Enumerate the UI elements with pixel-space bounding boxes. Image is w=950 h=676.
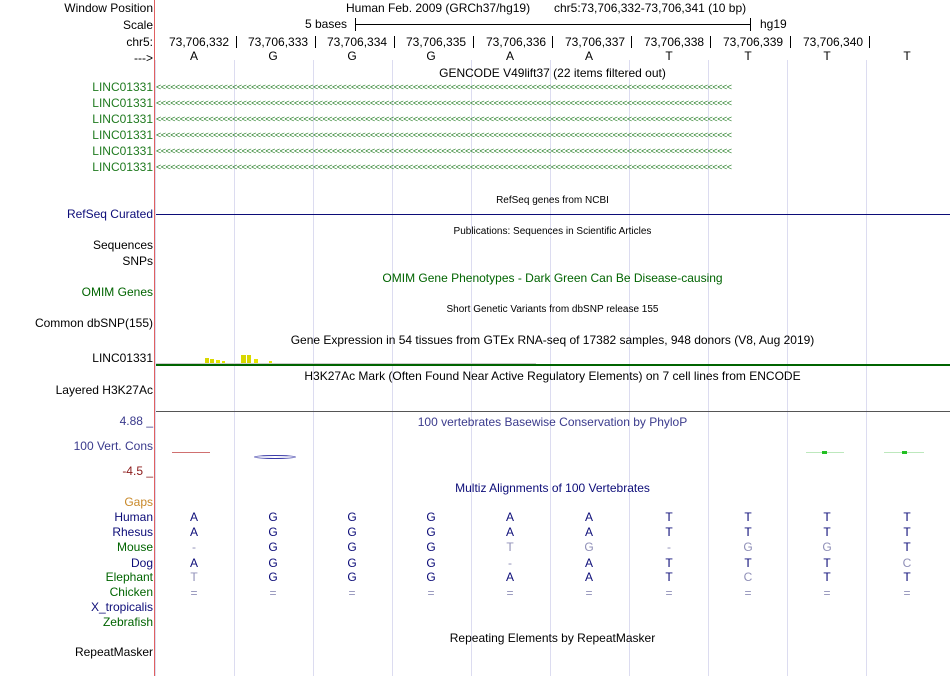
alignment-base: G [584, 540, 594, 554]
reference-base: T [744, 49, 752, 63]
alignment-base: T [903, 510, 911, 524]
reference-base: A [584, 49, 593, 63]
alignment-base: - [508, 556, 512, 570]
species-label[interactable]: Mouse [116, 540, 153, 554]
omim-track-title[interactable]: OMIM Gene Phenotypes - Dark Green Can Be Disease-causing [382, 271, 723, 285]
alignment-base: G [426, 525, 436, 539]
repeatmasker-track-label[interactable]: RepeatMasker [74, 645, 153, 659]
coord-tick-label: 73,706,339 [723, 35, 784, 49]
gencode-item-label[interactable]: LINC01331 [92, 112, 153, 126]
alignment-base: G [426, 556, 436, 570]
phylop-ymin-label: -4.5 _ [122, 464, 153, 478]
scale-text: 5 bases [305, 17, 348, 31]
gencode-item-label[interactable]: LINC01331 [92, 96, 153, 110]
gtex-gene-line[interactable] [156, 364, 950, 366]
coord-tick-label: 73,706,335 [406, 35, 467, 49]
alignment-base: G [347, 570, 357, 584]
gtex-track-title[interactable]: Gene Expression in 54 tissues from GTEx RNA-seq of 17382 samples, 948 donors (V8, Aug 2019) [290, 333, 815, 347]
reference-base: G [426, 49, 436, 63]
alignment-base: C [743, 570, 753, 584]
gaps-track-label[interactable]: Gaps [124, 495, 153, 509]
dbsnp-track-title[interactable]: Short Genetic Variants from dbSNP release 155 [446, 304, 659, 315]
reference-base: T [903, 49, 911, 63]
pubs-track-title[interactable]: Publications: Sequences in Scientific Articles [453, 226, 652, 237]
coord-tick-label: 73,706,336 [486, 35, 547, 49]
alignment-base: G [426, 570, 436, 584]
alignment-base: A [189, 525, 198, 539]
pubs-track-label[interactable]: Sequences [92, 238, 153, 252]
species-label[interactable]: Zebrafish [102, 615, 153, 629]
alignment-base: G [347, 510, 357, 524]
reference-base: T [665, 49, 673, 63]
h3k27ac-track-title[interactable]: H3K27Ac Mark (Often Found Near Active Regulatory Elements) on 7 cell lines from ENCODE [304, 369, 801, 383]
alignment-base: T [190, 570, 198, 584]
scale-label: Scale [122, 18, 153, 32]
phylop-track-label[interactable]: 100 Vert. Cons [73, 439, 153, 453]
alignment-base: A [505, 570, 514, 584]
gtex-track-label[interactable]: LINC01331 [92, 351, 153, 365]
gencode-item-label[interactable]: LINC01331 [92, 160, 153, 174]
species-label[interactable]: Human [114, 510, 153, 524]
alignment-base: G [743, 540, 753, 554]
alignment-base: T [823, 570, 831, 584]
transcript-feature[interactable]: <<<<<<<<<<<<<<<<<<<<<<<<<<<<<<<<<<<<<<<<<<<<<<<<<<<<<<<<<<<<<<<<<<<<<<<<<<<<<<<<<<<<<<<<<<<<<<<<<<<<<<<<<<<<<<<<<<<<<<<<< [156, 162, 732, 172]
alignment-base: = [348, 586, 356, 600]
alignment-base: T [744, 556, 752, 570]
alignment-base: T [744, 525, 752, 539]
window-position-label: Window Position [64, 1, 153, 15]
species-label[interactable]: Dog [130, 556, 153, 570]
refseq-track-label[interactable]: RefSeq Curated [66, 207, 153, 221]
alignment-base: T [665, 525, 673, 539]
alignment-base: T [823, 556, 831, 570]
alignment-base: T [665, 510, 673, 524]
alignment-base: G [347, 525, 357, 539]
transcript-feature[interactable]: <<<<<<<<<<<<<<<<<<<<<<<<<<<<<<<<<<<<<<<<<<<<<<<<<<<<<<<<<<<<<<<<<<<<<<<<<<<<<<<<<<<<<<<<<<<<<<<<<<<<<<<<<<<<<<<<<<<<<<<<< [156, 82, 732, 92]
scale-bar-right-tick [750, 18, 751, 31]
refseq-track-title[interactable]: RefSeq genes from NCBI [496, 195, 609, 206]
alignment-base: T [665, 570, 673, 584]
assembly-name: Human Feb. 2009 (GRCh37/hg19) [346, 1, 531, 15]
alignment-base: A [505, 525, 514, 539]
alignment-base: A [584, 570, 593, 584]
alignment-base: - [667, 540, 671, 554]
species-label[interactable]: Chicken [109, 585, 153, 599]
strand-label: ---> [134, 51, 153, 65]
reference-base: A [189, 49, 198, 63]
reference-base: G [347, 49, 357, 63]
repeatmasker-track-title[interactable]: Repeating Elements by RepeatMasker [449, 631, 656, 645]
h3k27ac-baseline [156, 411, 950, 412]
phylop-ymax-label: 4.88 _ [119, 414, 153, 428]
reference-base: G [268, 49, 278, 63]
multiz-track-title[interactable]: Multiz Alignments of 100 Vertebrates [455, 481, 650, 495]
alignment-base: G [347, 556, 357, 570]
alignment-base: A [189, 556, 198, 570]
alignment-base: A [584, 556, 593, 570]
phylop-track-title[interactable]: 100 vertebrates Basewise Conservation by PhyloP [417, 415, 688, 429]
alignment-base: = [744, 586, 752, 600]
alignment-base: = [190, 586, 198, 600]
alignment-base: G [268, 525, 278, 539]
reference-base: T [823, 49, 831, 63]
omim-track-label[interactable]: OMIM Genes [81, 285, 153, 299]
alignment-base: = [269, 586, 277, 600]
scale-db: hg19 [760, 17, 787, 31]
alignment-base: = [665, 586, 673, 600]
alignment-base: A [584, 525, 593, 539]
alignment-base: - [192, 540, 196, 554]
alignment-base: G [426, 540, 436, 554]
transcript-feature[interactable]: <<<<<<<<<<<<<<<<<<<<<<<<<<<<<<<<<<<<<<<<<<<<<<<<<<<<<<<<<<<<<<<<<<<<<<<<<<<<<<<<<<<<<<<<<<<<<<<<<<<<<<<<<<<<<<<<<<<<<<<<< [156, 114, 732, 124]
snps-track-label[interactable]: SNPs [122, 254, 153, 268]
coord-tick-label: 73,706,334 [327, 35, 388, 49]
alignment-base: G [822, 540, 832, 554]
gencode-item-label[interactable]: LINC01331 [92, 80, 153, 94]
alignment-base: = [823, 586, 831, 600]
reference-base: A [505, 49, 514, 63]
alignment-base: = [585, 586, 593, 600]
alignment-base: G [268, 510, 278, 524]
scale-bar-left-tick [355, 18, 356, 31]
alignment-base: A [584, 510, 593, 524]
alignment-base: T [744, 510, 752, 524]
alignment-base: T [903, 540, 911, 554]
alignment-base: = [506, 586, 514, 600]
dbsnp-track-label[interactable]: Common dbSNP(155) [34, 316, 153, 330]
alignment-base: = [903, 586, 911, 600]
transcript-feature[interactable]: <<<<<<<<<<<<<<<<<<<<<<<<<<<<<<<<<<<<<<<<<<<<<<<<<<<<<<<<<<<<<<<<<<<<<<<<<<<<<<<<<<<<<<<<<<<<<<<<<<<<<<<<<<<<<<<<<<<<<<<<< [156, 146, 732, 156]
alignment-base: = [427, 586, 435, 600]
alignment-base: T [903, 525, 911, 539]
gencode-item-label[interactable]: LINC01331 [92, 128, 153, 142]
gencode-item-label[interactable]: LINC01331 [92, 144, 153, 158]
alignment-base: G [347, 540, 357, 554]
alignment-base: G [268, 556, 278, 570]
alignment-base: A [505, 510, 514, 524]
alignment-base: G [268, 540, 278, 554]
scale-bar [355, 24, 751, 25]
alignment-base: T [665, 556, 673, 570]
refseq-feature-line[interactable] [156, 214, 950, 215]
species-label[interactable]: Rhesus [112, 525, 153, 539]
gencode-track-title[interactable]: GENCODE V49lift37 (22 items filtered out) [439, 66, 666, 80]
alignment-base: C [902, 556, 912, 570]
coord-tick-label: 73,706,340 [803, 35, 864, 49]
coord-tick-label: 73,706,333 [248, 35, 309, 49]
coord-tick-label: 73,706,337 [565, 35, 626, 49]
alignment-base: T [903, 570, 911, 584]
alignment-base: T [506, 540, 514, 554]
species-label[interactable]: Elephant [105, 570, 153, 584]
alignment-base: A [189, 510, 198, 524]
coord-tick-label: 73,706,332 [169, 35, 230, 49]
alignment-base: T [823, 510, 831, 524]
transcript-feature[interactable]: <<<<<<<<<<<<<<<<<<<<<<<<<<<<<<<<<<<<<<<<<<<<<<<<<<<<<<<<<<<<<<<<<<<<<<<<<<<<<<<<<<<<<<<<<<<<<<<<<<<<<<<<<<<<<<<<<<<<<<<<< [156, 130, 732, 140]
transcript-feature[interactable]: <<<<<<<<<<<<<<<<<<<<<<<<<<<<<<<<<<<<<<<<<<<<<<<<<<<<<<<<<<<<<<<<<<<<<<<<<<<<<<<<<<<<<<<<<<<<<<<<<<<<<<<<<<<<<<<<<<<<<<<<< [156, 98, 732, 108]
position-readout: chr5:73,706,332-73,706,341 (10 bp) [554, 1, 747, 15]
coord-tick-label: 73,706,338 [644, 35, 705, 49]
chrom-label: chr5: [126, 35, 153, 49]
alignment-base: G [268, 570, 278, 584]
h3k27ac-track-label[interactable]: Layered H3K27Ac [55, 383, 153, 397]
species-label[interactable]: X_tropicalis [90, 600, 153, 614]
alignment-base: G [426, 510, 436, 524]
alignment-base: T [823, 525, 831, 539]
